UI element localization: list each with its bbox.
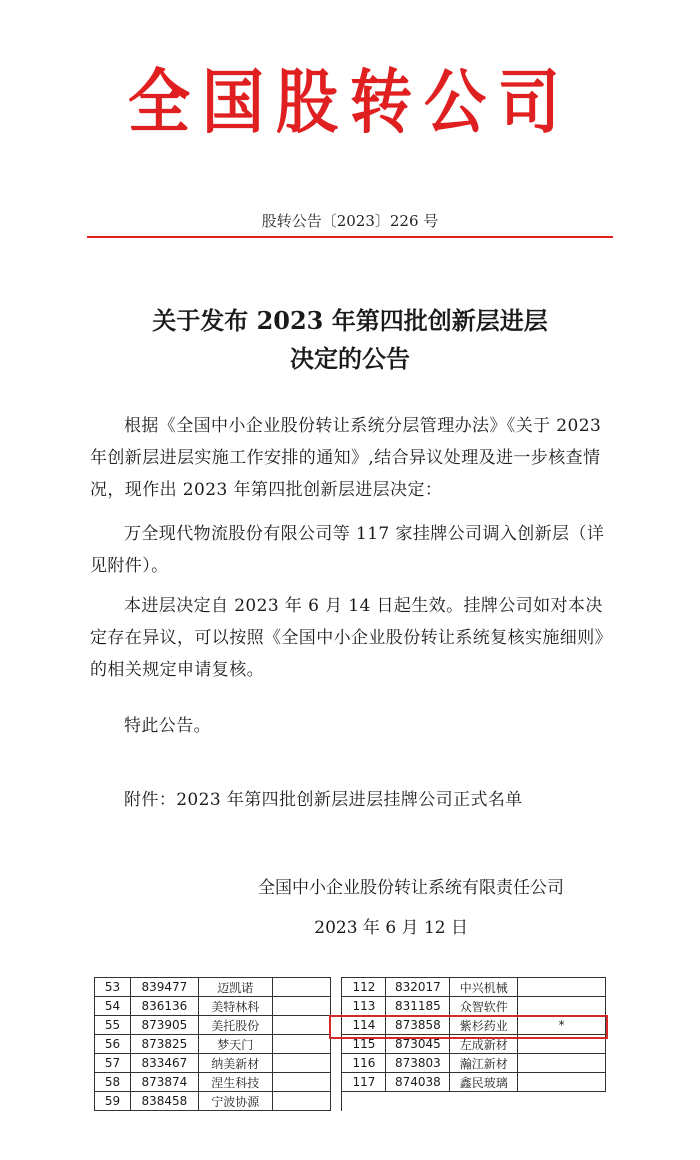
red-divider	[87, 236, 613, 238]
cell-right-mark	[518, 978, 606, 997]
cell-right-mark	[518, 997, 606, 1016]
column-gap	[330, 1092, 342, 1111]
cell-right-name: 瀚江新材	[450, 1054, 518, 1073]
cell-left-mark	[272, 997, 330, 1016]
title-line-1: 关于发布 2023 年第四批创新层进层	[152, 306, 548, 335]
cell-left-name: 迈凯诺	[198, 978, 272, 997]
cell-left-no: 58	[95, 1073, 131, 1092]
announcement-title	[0, 302, 700, 378]
cell-left-name: 涅生科技	[198, 1073, 272, 1092]
paragraph-basis: 根据《全国中小企业股份转让系统分层管理办法》《关于 2023 年创新层进层实施工作安排的通知》,结合异议处理及进一步核查情况，现作出 2023 年第四批创新层进层决定：	[90, 416, 602, 500]
cell-left-name: 梦天门	[198, 1035, 272, 1054]
cell-left-name: 宁波协源	[198, 1092, 272, 1111]
cell-right-name: 左成新材	[450, 1035, 518, 1054]
cell-left-code: 873905	[130, 1016, 198, 1035]
cell-left-name: 美托股份	[198, 1016, 272, 1035]
cell-left-code: 836136	[130, 997, 198, 1016]
cell-right-name: 鑫民玻璃	[450, 1073, 518, 1092]
cell-left-code: 873825	[130, 1035, 198, 1054]
cell-left-no: 59	[95, 1092, 131, 1111]
cell-right-code: 873803	[386, 1054, 450, 1073]
table-row	[95, 1054, 606, 1073]
table-row	[95, 978, 606, 997]
issuer-name: 全国中小企业股份转让系统有限责任公司	[258, 878, 564, 898]
cell-left-mark	[272, 978, 330, 997]
cell-left-code: 839477	[130, 978, 198, 997]
cell-right-name: 紫杉药业	[450, 1016, 518, 1035]
column-gap	[330, 1054, 342, 1073]
paragraph-effective: 本进层决定自 2023 年 6 月 14 日起生效。挂牌公司如对本决定存在异议，可以按照《全国中小企业股份转让系统复核实施细则》的相关规定申请复核。	[90, 596, 612, 680]
cell-right-no: 112	[342, 978, 386, 997]
cell-left-mark	[272, 1073, 330, 1092]
cell-right-no: 115	[342, 1035, 386, 1054]
cell-left-code: 833467	[130, 1054, 198, 1073]
cell-right-code: 831185	[386, 997, 450, 1016]
issue-date: 2023 年 6 月 12 日	[314, 918, 468, 938]
cell-right-no: 113	[342, 997, 386, 1016]
cell-left-no: 55	[95, 1016, 131, 1035]
cell-left-code: 838458	[130, 1092, 198, 1111]
cell-right-mark: *	[518, 1016, 606, 1035]
cell-left-no: 56	[95, 1035, 131, 1054]
column-gap	[330, 1073, 342, 1092]
cell-right-code: 874038	[386, 1073, 450, 1092]
table-row	[95, 997, 606, 1016]
cell-left-mark	[272, 1092, 330, 1111]
cell-right-mark	[518, 1073, 606, 1092]
cell-left-name: 美特林科	[198, 997, 272, 1016]
cell-right-name	[450, 1092, 518, 1111]
highlight-box	[329, 1015, 608, 1039]
paragraph-closing: 特此公告。	[124, 716, 211, 736]
column-gap	[330, 997, 342, 1016]
cell-right-no	[342, 1092, 386, 1111]
cell-left-mark	[272, 1016, 330, 1035]
cell-left-code: 873874	[130, 1073, 198, 1092]
paragraph-decision: 万全现代物流股份有限公司等 117 家挂牌公司调入创新层（详见附件）。	[90, 524, 605, 576]
cell-left-no: 53	[95, 978, 131, 997]
cell-left-name: 纳美新材	[198, 1054, 272, 1073]
cell-left-mark	[272, 1054, 330, 1073]
cell-right-code: 832017	[386, 978, 450, 997]
document-number: 股转公告〔2023〕226 号	[261, 212, 439, 230]
cell-right-name: 众智软件	[450, 997, 518, 1016]
cell-right-code: 873858	[386, 1016, 450, 1035]
cell-right-mark	[518, 1054, 606, 1073]
cell-right-code	[386, 1092, 450, 1111]
cell-left-no: 57	[95, 1054, 131, 1073]
cell-right-mark	[518, 1092, 606, 1111]
attachment-note: 附件：2023 年第四批创新层进层挂牌公司正式名单	[124, 790, 523, 810]
masthead-title: 全国股转公司	[127, 61, 572, 143]
table-row	[95, 1073, 606, 1092]
table-row	[95, 1092, 606, 1111]
cell-right-no: 116	[342, 1054, 386, 1073]
cell-right-code: 873045	[386, 1035, 450, 1054]
cell-right-no: 114	[342, 1016, 386, 1035]
cell-right-no: 117	[342, 1073, 386, 1092]
title-line-2: 决定的公告	[290, 344, 410, 373]
cell-left-no: 54	[95, 997, 131, 1016]
column-gap	[330, 978, 342, 997]
cell-right-name: 中兴机械	[450, 978, 518, 997]
cell-left-mark	[272, 1035, 330, 1054]
company-list-table	[94, 977, 606, 1111]
